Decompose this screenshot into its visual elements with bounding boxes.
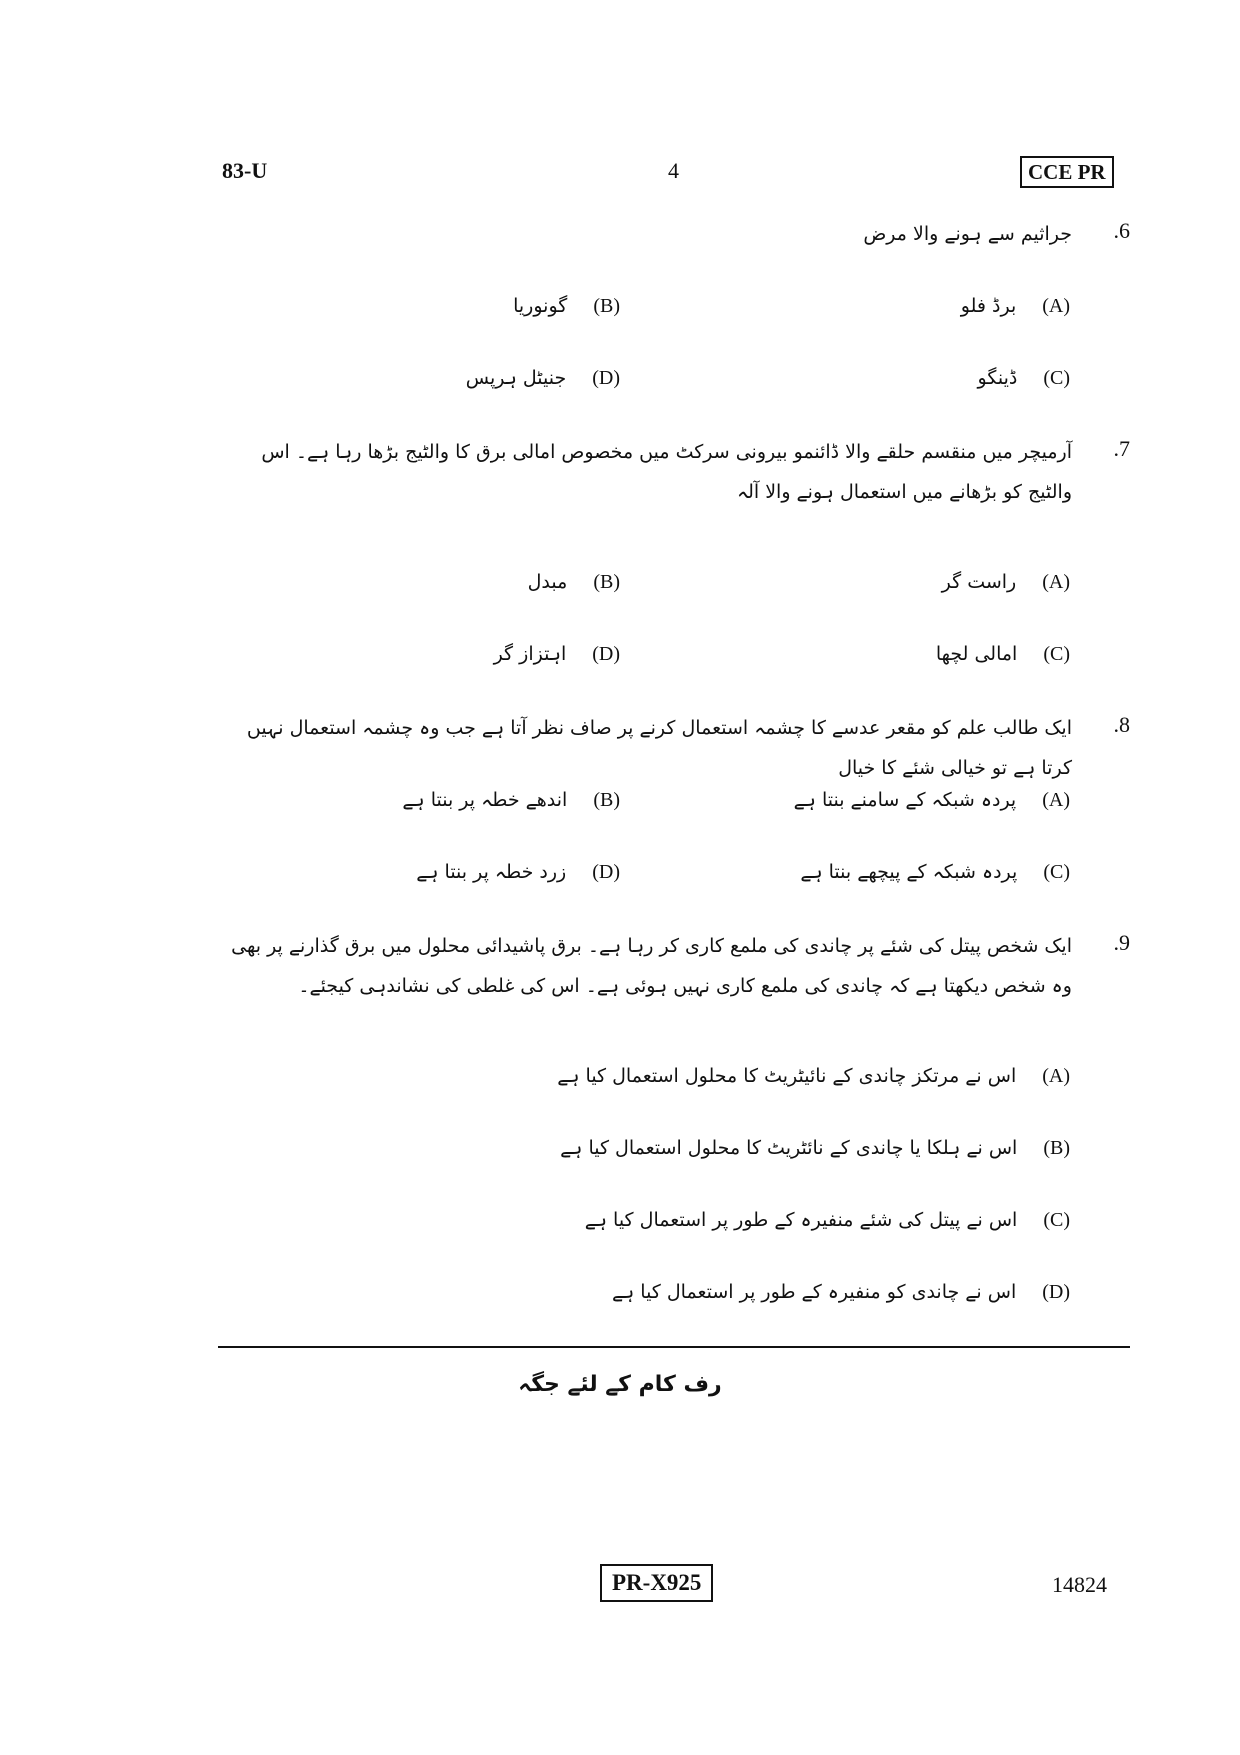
option-text: پردہ شبکہ کے پیچھے بنتا ہے [800,861,1018,883]
option-label: (B) [593,295,620,317]
option-text: اس نے ہلکا یا چاندی کے نائٹریٹ کا محلول استعمال کیا ہے [560,1137,1018,1159]
question-number: .9 [1113,930,1130,955]
option-text: امالی لچھا [935,643,1018,665]
option-label: (A) [1042,1065,1070,1087]
option-b[interactable] [402,784,620,816]
option-label: (C) [1043,643,1070,665]
option-d[interactable] [466,362,620,394]
question-number: .7 [1113,436,1130,461]
option-label: (D) [592,861,620,883]
option-label: (A) [1042,571,1070,593]
option-label: (A) [1042,789,1070,811]
option-a[interactable] [942,566,1070,598]
option-c[interactable] [978,362,1070,394]
exam-code-box: CCE PR [1020,156,1114,188]
option-text: مبدل [527,571,568,593]
option-b[interactable] [560,1132,1070,1164]
option-text: ڈینگو [977,367,1018,389]
option-label: (C) [1043,367,1070,389]
option-text: زرد خطہ پر بنتا ہے [416,861,567,883]
option-b[interactable] [513,290,620,322]
option-text: اندھے خطہ پر بنتا ہے [402,789,568,811]
option-label: (D) [1042,1281,1070,1303]
option-label: (A) [1042,295,1070,317]
footer-serial: 14824 [1052,1572,1107,1597]
question-text: جراثیم سے ہونے والا مرض [863,223,1072,245]
option-text: اس نے مرتکز چاندی کے نائیٹریٹ کا محلول استعمال کیا ہے [557,1065,1017,1087]
divider-line [218,1346,1130,1348]
option-c[interactable] [936,638,1070,670]
option-d[interactable] [416,856,620,888]
option-text: جنیٹل ہرپس [465,367,567,389]
option-text: اس نے پیتل کی شئے منفیرہ کے طور پر استعمال کیا ہے [584,1209,1018,1231]
option-text: پردہ شبکہ کے سامنے بنتا ہے [793,789,1017,811]
question-9 [220,926,1130,1006]
option-label: (B) [593,571,620,593]
paper-code: 83-U [222,158,268,183]
question-text: ایک طالب علم کو مقعر عدسے کا چشمہ استعمال کرنے پر صاف نظر آتا ہے جب وہ چشمہ استعمال نہیں کرتا ہے تو خیالی شئے کا خیال [246,717,1072,779]
page-number: 4 [668,158,679,183]
option-text: راست گر [941,571,1017,593]
question-text: ایک شخص پیتل کی شئے پر چاندی کی ملمع کاری کر رہا ہے۔ برق پاشیدائی محلول میں برق گذارنے پر بھی وہ شخص دیکھتا ہے کہ چاندی کی ملمع کاری نہیں ہوئی ہے۔ اس کی غلطی کی نشاندہی کیجئے۔ [231,935,1072,997]
option-d[interactable] [494,638,620,670]
question-7 [220,432,1130,512]
question-8 [220,708,1130,788]
option-text: اہتزاز گر [493,643,567,665]
option-label: (B) [593,789,620,811]
question-number: .6 [1113,218,1130,243]
option-text: گونوریا [513,295,568,317]
question-number: .8 [1113,712,1130,737]
question-text: آرمیچر میں منقسم حلقے والا ڈائنمو بیرونی سرکٹ میں مخصوص امالی برق کا والٹیج بڑھا رہا ہے۔ اس والٹیج کو بڑھانے میں استعمال ہونے والا آلہ [261,441,1072,503]
question-6 [220,214,1130,254]
rough-work-heading: رف کام کے لئے جگہ [518,1372,722,1397]
option-text: برڈ فلو [960,295,1017,317]
option-c[interactable] [585,1204,1070,1236]
option-b[interactable] [528,566,620,598]
option-label: (D) [592,643,620,665]
option-d[interactable] [612,1276,1070,1308]
option-label: (C) [1043,1209,1070,1231]
footer-code-box: PR-X925 [600,1564,713,1602]
option-label: (D) [592,367,620,389]
option-label: (B) [1043,1137,1070,1159]
option-c[interactable] [800,856,1070,888]
option-a[interactable] [961,290,1070,322]
option-a[interactable] [794,784,1070,816]
option-text: اس نے چاندی کو منفیرہ کے طور پر استعمال کیا ہے [611,1281,1017,1303]
option-a[interactable] [557,1060,1070,1092]
option-label: (C) [1043,861,1070,883]
